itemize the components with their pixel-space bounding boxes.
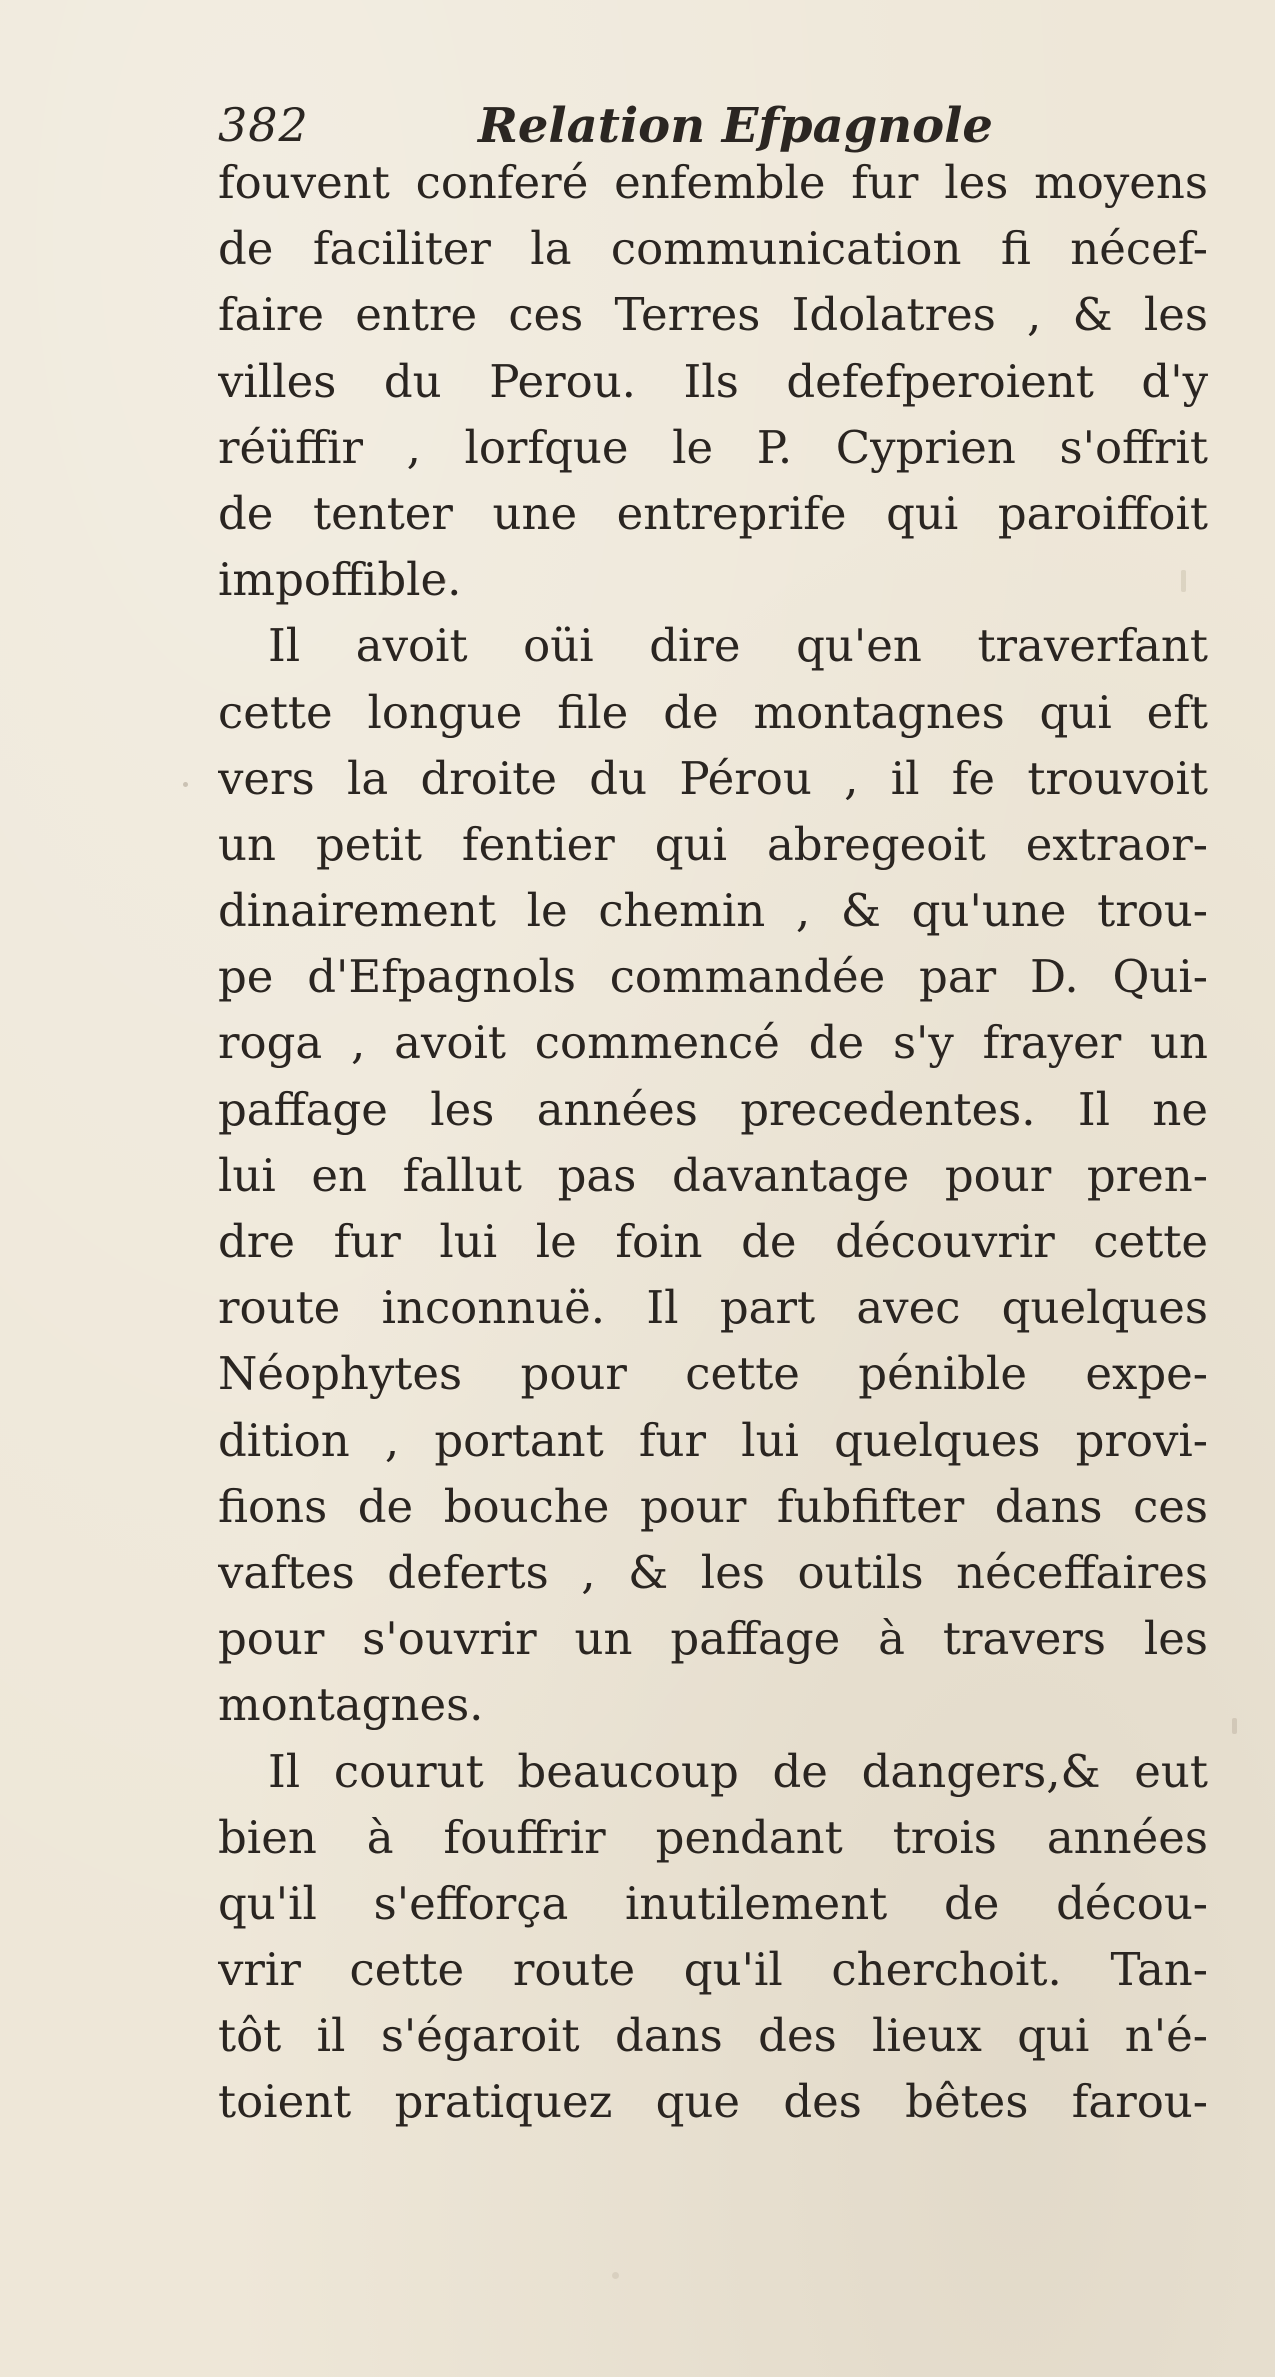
text-line: fouvent conferé enfemble fur les moyens xyxy=(218,156,1208,209)
page-header xyxy=(218,98,1098,158)
text-line: dre fur lui le foin de découvrir cette xyxy=(218,1215,1208,1268)
text-line: faire entre ces Terres Idolatres , & les xyxy=(218,288,1208,342)
text-line: pour s'ouvrir un paffage à travers les xyxy=(218,1612,1208,1666)
page-number: 382 xyxy=(218,98,309,152)
text-line: réüffir , lorfque le P. Cyprien s'offrit xyxy=(218,420,1208,474)
text-line: impoffible. xyxy=(218,553,462,607)
text-line: vaftes deferts , & les outils néceffaires xyxy=(218,1545,1208,1599)
text-line: fions de bouche pour fubfifter dans ces xyxy=(218,1479,1208,1533)
paper-speck xyxy=(183,782,188,787)
text-line: paffage les années precedentes. Il ne xyxy=(218,1082,1208,1136)
paragraph-first-line: Il courut beaucoup de dangers,& eut xyxy=(268,1744,1208,1798)
body-text xyxy=(218,150,1208,2136)
text-line: un petit fentier qui abregeoit extraor- xyxy=(218,817,1208,871)
text-line: vrir cette route qu'il cherchoit. Tan- xyxy=(218,1943,1208,1997)
text-line: villes du Perou. Ils defefperoient d'y xyxy=(218,354,1208,408)
text-line: route inconnuë. Il part avec quelques xyxy=(218,1281,1208,1335)
running-head: Relation Efpagnole xyxy=(478,98,993,154)
text-line: de faciliter la communication fi nécef- xyxy=(218,222,1208,276)
paper-speck xyxy=(612,2272,619,2279)
text-line: toient pratiquez que des bêtes farou- xyxy=(218,2075,1208,2129)
text-line: de tenter une entreprife qui paroiffoit xyxy=(218,486,1208,540)
text-line: qu'il s'efforça inutilement de décou- xyxy=(218,1876,1208,1930)
text-line: dinairement le chemin , & qu'une trou- xyxy=(218,884,1208,938)
text-line: lui en fallut pas davantage pour pren- xyxy=(218,1148,1208,1202)
text-line: cette longue file de montagnes qui eft xyxy=(218,685,1208,739)
text-line: Néophytes pour cette pénible expe- xyxy=(218,1347,1208,1401)
text-line: montagnes. xyxy=(218,1678,484,1732)
text-line: vers la droite du Pérou , il fe trouvoit xyxy=(218,751,1208,805)
text-line: dition , portant fur lui quelques provi- xyxy=(218,1413,1208,1467)
text-line: tôt il s'égaroit dans des lieux qui n'é- xyxy=(218,2009,1208,2063)
paragraph-first-line: Il avoit oüi dire qu'en traverfant xyxy=(268,619,1208,673)
paper-speck xyxy=(440,578,446,584)
text-line: bien à fouffrir pendant trois années xyxy=(218,1810,1208,1864)
paper-speck xyxy=(1181,570,1186,592)
text-line: pe d'Efpagnols commandée par D. Qui- xyxy=(218,950,1208,1004)
paper-speck xyxy=(1232,1718,1237,1734)
text-line: roga , avoit commencé de s'y frayer un xyxy=(218,1016,1208,1070)
